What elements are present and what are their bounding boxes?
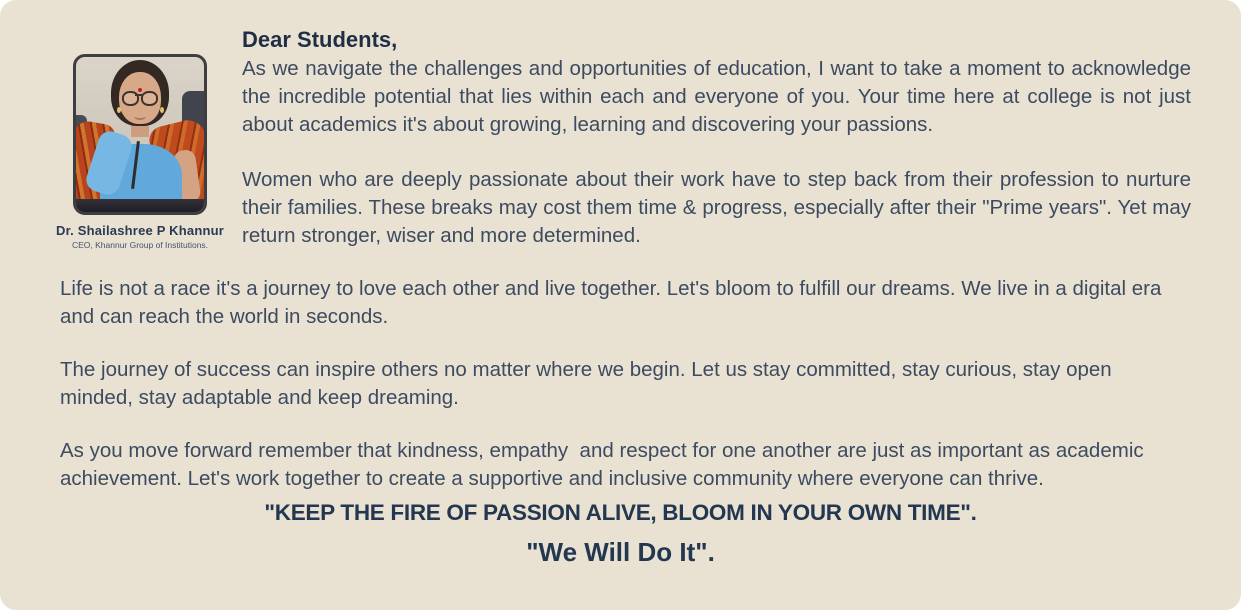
person-title: CEO, Khannur Group of Institutions. — [71, 240, 209, 250]
profile-figure — [55, 26, 225, 250]
paragraph-1: As we navigate the challenges and opportunities of education, I want to take a moment to acknowledge the incredible potential that lies within each and everyone of you. Your time here at college is not just about academics it's about growing, learning and discovering your passions. — [242, 57, 1191, 136]
mouth-shape — [134, 113, 146, 120]
person-name: Dr. Shailashree P Khannur — [55, 223, 225, 238]
earring-shape — [117, 107, 121, 113]
paragraph-4: The journey of success can inspire others no matter where we begin. Let us stay committed, stay curious, stay open minded, stay adaptable and keep dreaming. — [60, 358, 1118, 409]
glasses-bridge — [135, 94, 142, 96]
intro-text-block — [242, 26, 1191, 250]
desk-shape — [76, 199, 204, 212]
paragraph-5: As you move forward remember that kindness, empathy and respect for one another are just as important as academic achievement. Let's work together to create a supportive and inclusive community where everyone can thrive. — [60, 439, 1150, 490]
slogan-primary: "KEEP THE FIRE OF PASSION ALIVE, BLOOM IN YOUR OWN TIME". — [264, 500, 977, 525]
intro-section — [0, 0, 1241, 250]
salutation: Dear Students, — [242, 27, 398, 52]
slogan-secondary: "We Will Do It". — [526, 537, 715, 567]
profile-photo — [73, 54, 207, 215]
glasses-right-lens — [141, 91, 158, 106]
bindi-shape — [138, 88, 142, 92]
earring-shape — [160, 107, 164, 113]
paragraph-2: Women who are deeply passionate about their work have to step back from their profession to nurture their families. These breaks may cost them time & progress, especially after their "Prime years". Yet may return stronger, wiser and more determined. — [242, 168, 1191, 247]
photo-caption — [56, 223, 224, 250]
paragraph-3: Life is not a race it's a journey to love each other and live together. Let's bloom to fulfill our dreams. We live in a digital era and can reach the world in seconds. — [60, 277, 1168, 328]
